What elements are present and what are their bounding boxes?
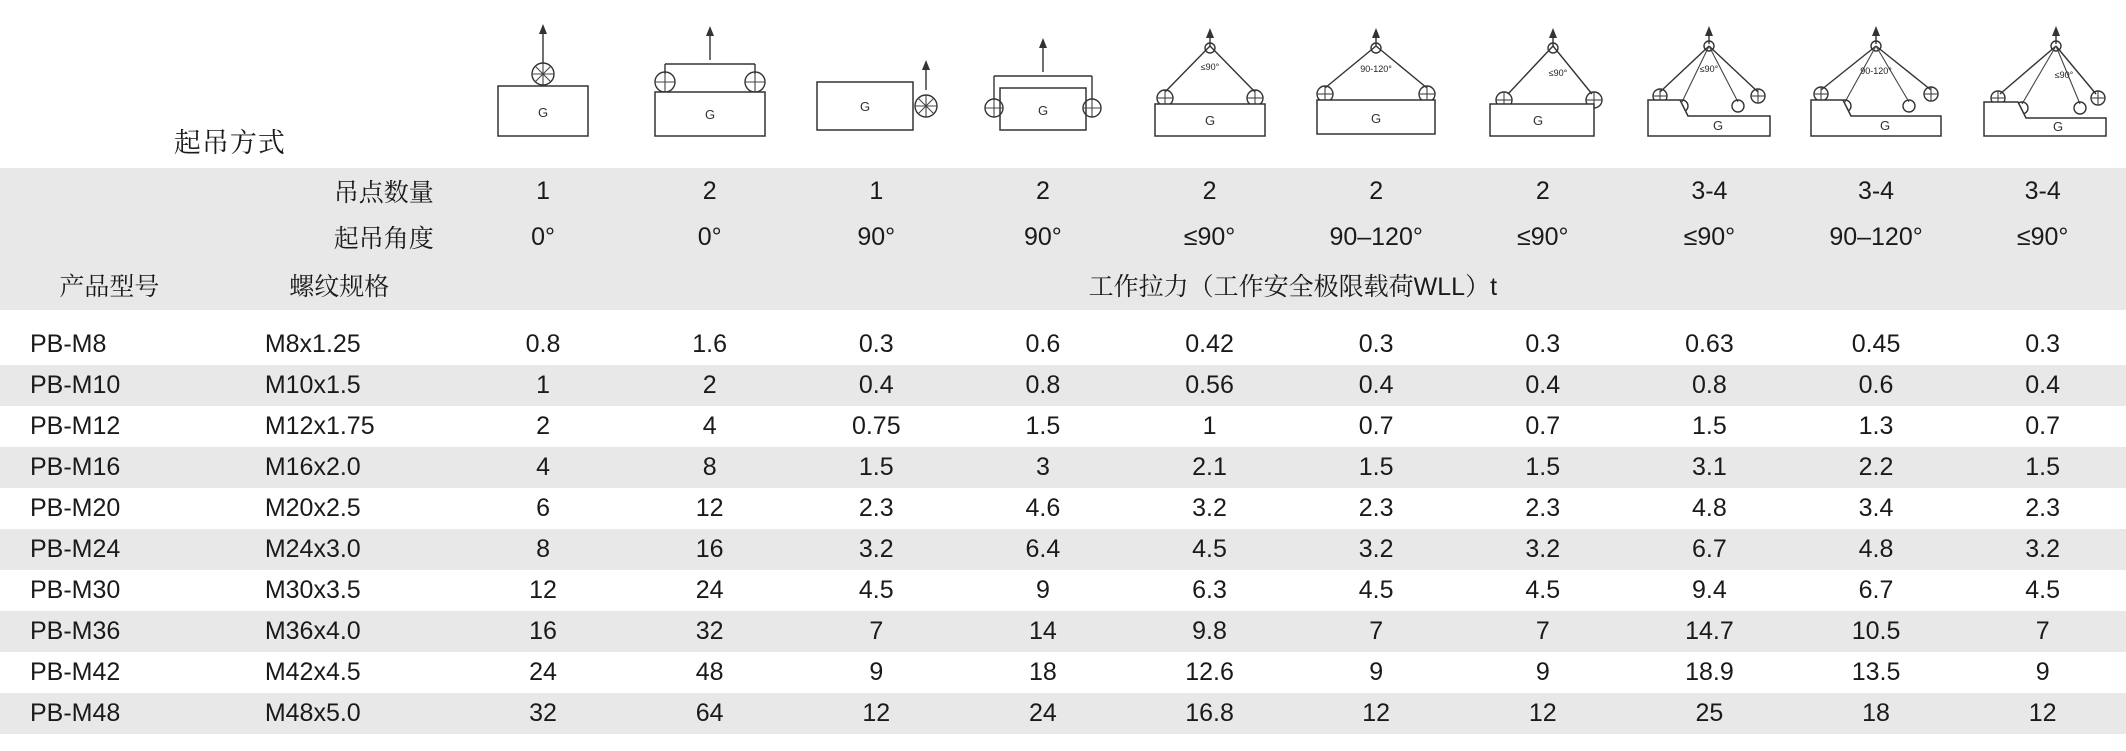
row-value-6: 3.2 bbox=[1293, 529, 1460, 570]
row-value-9: 13.5 bbox=[1851, 658, 1901, 686]
row-value-7: 12 bbox=[1459, 693, 1626, 734]
row-model: PB-M8 bbox=[30, 330, 107, 358]
row-value-4: 24 bbox=[960, 693, 1127, 734]
row-value-8: 0.8 bbox=[1626, 365, 1793, 406]
svg-text:G: G bbox=[1371, 111, 1382, 126]
row-thread: M16x2.0 bbox=[219, 447, 460, 488]
row-thread: M10x1.5 bbox=[219, 365, 460, 406]
svg-text:90-120°: 90-120° bbox=[1360, 64, 1392, 74]
row-thread: M12x1.75 bbox=[264, 412, 375, 440]
lift-points-5: 2 bbox=[1126, 168, 1293, 214]
two-leg-sling-90-120-icon bbox=[1293, 20, 1459, 160]
row-thread: M42x4.5 bbox=[264, 658, 361, 686]
row-value-6: 12 bbox=[1293, 693, 1460, 734]
pictogram-cell-2 bbox=[626, 0, 793, 168]
lift-points-8: 3-4 bbox=[1626, 168, 1793, 214]
row-value-10: 4.5 bbox=[2025, 576, 2061, 604]
row-value-3: 4.5 bbox=[858, 576, 894, 604]
thread-header: 螺纹规格 bbox=[219, 260, 460, 310]
row-value-10: 7 bbox=[1959, 611, 2126, 652]
row-value-8: 0.63 bbox=[1685, 330, 1734, 358]
row-value-5: 16.8 bbox=[1126, 693, 1293, 734]
lift-angle-2: 0° bbox=[626, 214, 793, 260]
table-row bbox=[0, 652, 2126, 693]
row-value-7: 3.2 bbox=[1459, 529, 1626, 570]
lift-points-1: 1 bbox=[460, 168, 627, 214]
lift-angle-3: 90° bbox=[793, 214, 960, 260]
row-value-2: 1.6 bbox=[692, 330, 728, 358]
lift-angle-8: ≤90° bbox=[1626, 214, 1793, 260]
row-value-3: 9 bbox=[869, 658, 884, 686]
lift-points-row bbox=[0, 168, 2126, 214]
row-value-10: 9 bbox=[2035, 658, 2050, 686]
pictogram-cell-3 bbox=[793, 0, 960, 168]
pictogram-cell-4 bbox=[960, 0, 1127, 168]
single-point-vertical-icon bbox=[460, 20, 626, 160]
single-point-side-90-icon bbox=[793, 20, 959, 160]
row-value-8: 18.9 bbox=[1685, 658, 1734, 686]
row-value-1: 16 bbox=[460, 611, 627, 652]
svg-text:G: G bbox=[1713, 118, 1724, 133]
row-value-9: 4.8 bbox=[1793, 529, 1960, 570]
row-value-4: 0.6 bbox=[1025, 330, 1061, 358]
lift-angle-6: 90–120° bbox=[1293, 214, 1460, 260]
lift-angle-label: 起吊角度 bbox=[0, 214, 460, 260]
row-value-3: 0.3 bbox=[858, 330, 894, 358]
pictogram-cell-1 bbox=[460, 0, 627, 168]
row-value-5: 0.56 bbox=[1126, 365, 1293, 406]
row-value-10: 3.2 bbox=[1959, 529, 2126, 570]
svg-text:G: G bbox=[1879, 118, 1891, 133]
row-value-5: 9.8 bbox=[1126, 611, 1293, 652]
row-value-4: 18 bbox=[1029, 658, 1057, 686]
row-thread: M24x3.0 bbox=[219, 529, 460, 570]
pictogram-cell-8 bbox=[1626, 0, 1793, 168]
lifting-method-label: 起吊方式 bbox=[0, 0, 460, 168]
row-value-2: 8 bbox=[626, 447, 793, 488]
lift-points-9: 3-4 bbox=[1793, 168, 1960, 214]
row-value-7: 2.3 bbox=[1525, 494, 1561, 522]
row-value-4: 9 bbox=[1035, 576, 1050, 604]
svg-text:90-120°: 90-120° bbox=[1860, 66, 1892, 76]
row-value-6: 4.5 bbox=[1358, 576, 1394, 604]
row-value-1: 2 bbox=[536, 412, 550, 440]
row-value-7: 9 bbox=[1535, 658, 1550, 686]
pictogram-cell-10 bbox=[1959, 0, 2126, 168]
row-value-5: 1 bbox=[1202, 412, 1217, 440]
lift-points-3: 1 bbox=[793, 168, 960, 214]
row-value-9: 6.7 bbox=[1858, 576, 1894, 604]
four-leg-sling-le90-icon bbox=[1626, 20, 1792, 160]
lift-points-10: 3-4 bbox=[1959, 168, 2126, 214]
row-value-7: 0.4 bbox=[1459, 365, 1626, 406]
table-row bbox=[0, 488, 2126, 529]
lift-points-6: 2 bbox=[1293, 168, 1460, 214]
row-model: PB-M12 bbox=[30, 412, 121, 440]
row-value-1: 1 bbox=[460, 365, 627, 406]
table-row bbox=[0, 611, 2126, 652]
row-value-1: 32 bbox=[460, 693, 627, 734]
row-value-1: 4 bbox=[460, 447, 627, 488]
row-thread: M48x5.0 bbox=[219, 693, 460, 734]
row-value-8: 3.1 bbox=[1626, 447, 1793, 488]
row-value-7: 0.3 bbox=[1525, 330, 1561, 358]
row-value-5: 0.42 bbox=[1185, 330, 1234, 358]
row-value-9: 10.5 bbox=[1793, 611, 1960, 652]
table-row bbox=[0, 365, 2126, 406]
two-point-side-90-icon bbox=[960, 20, 1126, 160]
row-value-2: 48 bbox=[695, 658, 724, 686]
table-row bbox=[0, 570, 2126, 611]
row-value-3: 7 bbox=[793, 611, 960, 652]
row-value-9: 3.4 bbox=[1858, 494, 1894, 522]
lift-angle-9: 90–120° bbox=[1793, 214, 1960, 260]
row-value-1: 12 bbox=[529, 576, 557, 604]
two-leg-sling-le90-icon bbox=[1127, 20, 1293, 160]
row-model: PB-M30 bbox=[30, 576, 121, 604]
row-value-10: 0.7 bbox=[2025, 412, 2061, 440]
lift-angle-4: 90° bbox=[960, 214, 1127, 260]
row-value-7: 1.5 bbox=[1459, 447, 1626, 488]
row-value-8: 1.5 bbox=[1692, 412, 1727, 440]
row-value-9: 0.45 bbox=[1851, 330, 1901, 358]
svg-text:G: G bbox=[704, 107, 715, 122]
svg-text:G: G bbox=[1037, 103, 1048, 118]
svg-text:≤90°: ≤90° bbox=[1548, 68, 1568, 78]
row-model: PB-M36 bbox=[0, 611, 219, 652]
row-value-10: 12 bbox=[1959, 693, 2126, 734]
row-value-8: 6.7 bbox=[1626, 529, 1793, 570]
row-value-2: 24 bbox=[695, 576, 724, 604]
lift-angle-5: ≤90° bbox=[1126, 214, 1293, 260]
row-value-10: 2.3 bbox=[2025, 494, 2061, 522]
row-value-3: 0.75 bbox=[851, 412, 901, 440]
svg-text:G: G bbox=[537, 105, 549, 120]
row-value-8: 14.7 bbox=[1626, 611, 1793, 652]
pictogram-cell-6 bbox=[1293, 0, 1460, 168]
row-value-7: 4.5 bbox=[1525, 576, 1561, 604]
row-value-4: 14 bbox=[960, 611, 1127, 652]
row-value-5: 12.6 bbox=[1185, 658, 1234, 686]
table-row bbox=[0, 693, 2126, 734]
row-value-8: 4.8 bbox=[1692, 494, 1727, 522]
row-value-6: 1.5 bbox=[1293, 447, 1460, 488]
lift-angle-row bbox=[0, 214, 2126, 260]
lift-points-2: 2 bbox=[626, 168, 793, 214]
row-value-10: 1.5 bbox=[1959, 447, 2126, 488]
row-value-2: 32 bbox=[626, 611, 793, 652]
row-value-6: 0.3 bbox=[1358, 330, 1394, 358]
row-value-6: 7 bbox=[1293, 611, 1460, 652]
row-value-1: 8 bbox=[460, 529, 627, 570]
row-value-2: 64 bbox=[626, 693, 793, 734]
svg-text:G: G bbox=[860, 99, 871, 114]
row-value-9: 2.2 bbox=[1793, 447, 1960, 488]
row-value-3: 2.3 bbox=[858, 494, 894, 522]
row-value-9: 0.6 bbox=[1793, 365, 1960, 406]
row-value-3: 0.4 bbox=[793, 365, 960, 406]
row-value-5: 3.2 bbox=[1192, 494, 1227, 522]
row-value-5: 4.5 bbox=[1126, 529, 1293, 570]
row-value-2: 2 bbox=[626, 365, 793, 406]
row-thread: M30x3.5 bbox=[264, 576, 361, 604]
two-point-vertical-icon bbox=[627, 20, 793, 160]
row-value-5: 2.1 bbox=[1126, 447, 1293, 488]
lift-points-4: 2 bbox=[960, 168, 1127, 214]
pictogram-cell-9 bbox=[1793, 0, 1960, 168]
table-row bbox=[0, 447, 2126, 488]
pictogram-cell-5 bbox=[1126, 0, 1293, 168]
row-value-2: 4 bbox=[702, 412, 717, 440]
table-row bbox=[0, 406, 2126, 447]
svg-text:G: G bbox=[1532, 113, 1543, 128]
lift-points-7: 2 bbox=[1459, 168, 1626, 214]
row-value-1: 0.8 bbox=[525, 330, 561, 358]
pictogram-row bbox=[0, 0, 2126, 168]
svg-text:G: G bbox=[2052, 119, 2063, 134]
row-model: PB-M10 bbox=[0, 365, 219, 406]
lift-points-label: 吊点数量 bbox=[0, 168, 460, 214]
row-value-10: 0.4 bbox=[1959, 365, 2126, 406]
pictogram-cell-7 bbox=[1459, 0, 1626, 168]
row-value-2: 12 bbox=[695, 494, 724, 522]
row-model: PB-M48 bbox=[0, 693, 219, 734]
column-header-row bbox=[0, 260, 2126, 310]
row-thread: M36x4.0 bbox=[219, 611, 460, 652]
row-value-6: 9 bbox=[1369, 658, 1384, 686]
svg-text:≤90°: ≤90° bbox=[1700, 64, 1719, 74]
row-value-6: 2.3 bbox=[1358, 494, 1394, 522]
row-value-7: 0.7 bbox=[1525, 412, 1561, 440]
table-row bbox=[0, 324, 2126, 365]
svg-text:G: G bbox=[1204, 113, 1215, 128]
row-model: PB-M42 bbox=[30, 658, 121, 686]
svg-text:≤90°: ≤90° bbox=[1200, 62, 1219, 72]
row-value-4: 1.5 bbox=[1025, 412, 1061, 440]
row-thread: M8x1.25 bbox=[264, 330, 361, 358]
row-model: PB-M20 bbox=[30, 494, 121, 522]
two-leg-side-le90-icon bbox=[1460, 20, 1626, 160]
row-value-7: 7 bbox=[1459, 611, 1626, 652]
row-value-4: 6.4 bbox=[960, 529, 1127, 570]
row-value-8: 9.4 bbox=[1692, 576, 1727, 604]
svg-text:≤90°: ≤90° bbox=[2054, 70, 2073, 80]
row-value-9: 18 bbox=[1793, 693, 1960, 734]
spacer-row bbox=[0, 310, 2126, 324]
lift-angle-10: ≤90° bbox=[1959, 214, 2126, 260]
model-header: 产品型号 bbox=[0, 260, 219, 310]
row-value-6: 0.4 bbox=[1293, 365, 1460, 406]
row-value-6: 0.7 bbox=[1358, 412, 1394, 440]
row-value-3: 12 bbox=[793, 693, 960, 734]
row-value-1: 24 bbox=[529, 658, 557, 686]
row-model: PB-M16 bbox=[0, 447, 219, 488]
row-value-4: 3 bbox=[960, 447, 1127, 488]
table-row bbox=[0, 529, 2126, 570]
lift-angle-7: ≤90° bbox=[1459, 214, 1626, 260]
row-model: PB-M24 bbox=[0, 529, 219, 570]
row-value-4: 4.6 bbox=[1025, 494, 1061, 522]
row-value-2: 16 bbox=[626, 529, 793, 570]
row-thread: M20x2.5 bbox=[264, 494, 361, 522]
row-value-3: 1.5 bbox=[793, 447, 960, 488]
lift-angle-1: 0° bbox=[460, 214, 627, 260]
row-value-1: 6 bbox=[536, 494, 550, 522]
row-value-9: 1.3 bbox=[1858, 412, 1894, 440]
four-leg-sling-90-120-icon bbox=[1793, 20, 1959, 160]
row-value-3: 3.2 bbox=[793, 529, 960, 570]
row-value-10: 0.3 bbox=[2025, 330, 2061, 358]
row-value-4: 0.8 bbox=[960, 365, 1127, 406]
four-leg-side-le90-icon bbox=[1960, 20, 2126, 160]
row-value-5: 6.3 bbox=[1192, 576, 1227, 604]
row-value-8: 25 bbox=[1626, 693, 1793, 734]
wll-header: 工作拉力（工作安全极限载荷WLL）t bbox=[460, 260, 2126, 310]
